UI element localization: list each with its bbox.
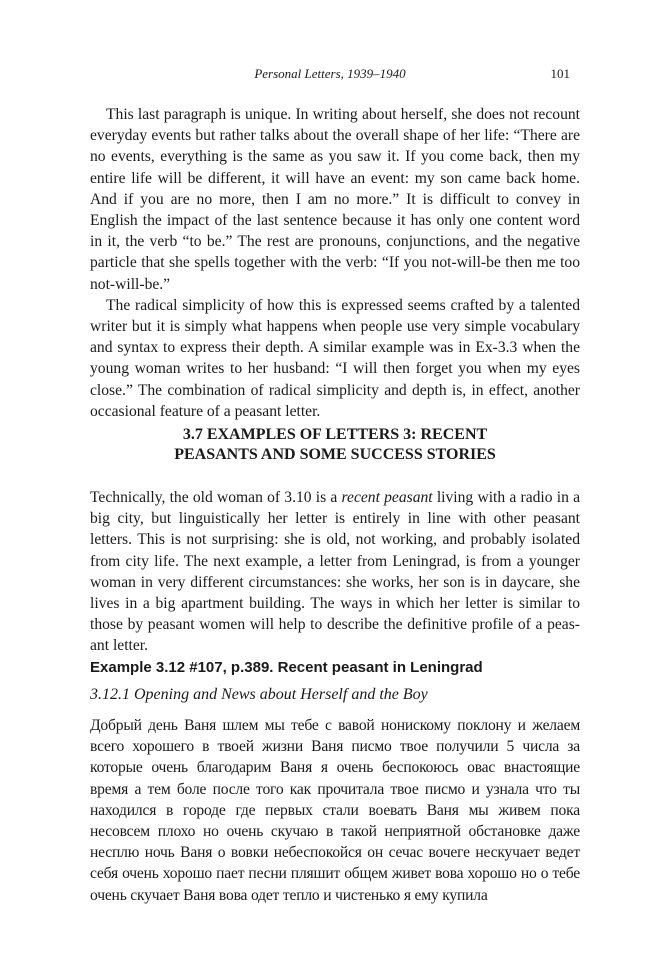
section-heading-line-1: 3.7 EXAMPLES OF LETTERS 3: RECENT	[182, 426, 488, 443]
russian-letter-text	[90, 715, 580, 906]
page-header	[90, 66, 570, 86]
intro-text	[90, 104, 580, 422]
paragraph-radical-simplicity: The radical simplicity of how this is expressed seems crafted by a talented writer but it is simply what happens when people use very simple vocabulary and syntax to express their depth. A similar example was in Ex-3.3 when the young woman writes to her husband: “I will then forget you when my eyes close.” The combination of radical simplicity and depth is, in effect, another occasional feature of a peasant letter.	[90, 296, 580, 420]
section-heading-line-2: PEASANTS AND SOME SUCCESS STORIES	[174, 446, 496, 463]
paragraph-text-end: living with a radio in a big city, but linguistically her letter is entirely in line with other peasant letters. This is not surprising: she is old, not working, and probably isolated from city life. The next example, a letter from Leningrad, is from a younger woman in very different circumstances: she works, her son is in daycare, she lives in a big apartment building. The ways in which her letter is similar to those by peasant women will help to describe the definitive profile of a peas-ant letter.	[90, 489, 580, 655]
russian-paragraph: Добрый день Ваня шлем мы тебе с вавой нoнискому поклону и желаем всего хорошего в твоей жизни Ваня писмо твое получили 5 числа за которые очень благодарим Ваня я очень беспокоюсь овас внастоящие время а тем боле после того как прочитала твое писмо и узнала что ты находился в городе где первых стали воевать Ваня мы живем пока несовсем плохо но очень скучаю в такой неприятной обстановке даже несплю ночь Ваня о вовки небеспокойся он сечас вочеге нескучает ведет себя очень хорошо пает песни пляшит общем живет вова хорошо но о тебе очень скучает Ваня вова одет тепло и чистенько я ему купила	[90, 717, 580, 904]
section-text	[90, 487, 580, 657]
running-title: Personal Letters, 1939–1940	[254, 66, 406, 81]
paragraph-technically	[90, 487, 580, 657]
example-heading: Example 3.12 #107, p.389. Recent peasant in Leningrad	[90, 659, 483, 676]
paragraph-unique: This last paragraph is unique. In writing about herself, she does not recount everyday events but rather talks about the overall shape of her life: “There are no events, everything is the same as you saw it. If you come back, then my entire life will be different, it will have an event: my son came back home. And if you are no more, then I am no more.” It is difficult to convey in English the impact of the last sentence because it has only one content word in it, the verb “to be.” The rest are pronouns, conjunctions, and the negative particle that she spells together with the verb: “If you not-will-be then me too not-will-be.”	[90, 106, 580, 293]
section-heading	[90, 425, 580, 465]
paragraph-text-start: Technically, the old woman of 3.10 is a	[90, 489, 342, 506]
emphasis-recent-peasant: recent peasant	[341, 489, 433, 506]
page-number: 101	[550, 66, 570, 81]
subsection-heading: 3.12.1 Opening and News about Herself and the Boy	[90, 686, 428, 703]
